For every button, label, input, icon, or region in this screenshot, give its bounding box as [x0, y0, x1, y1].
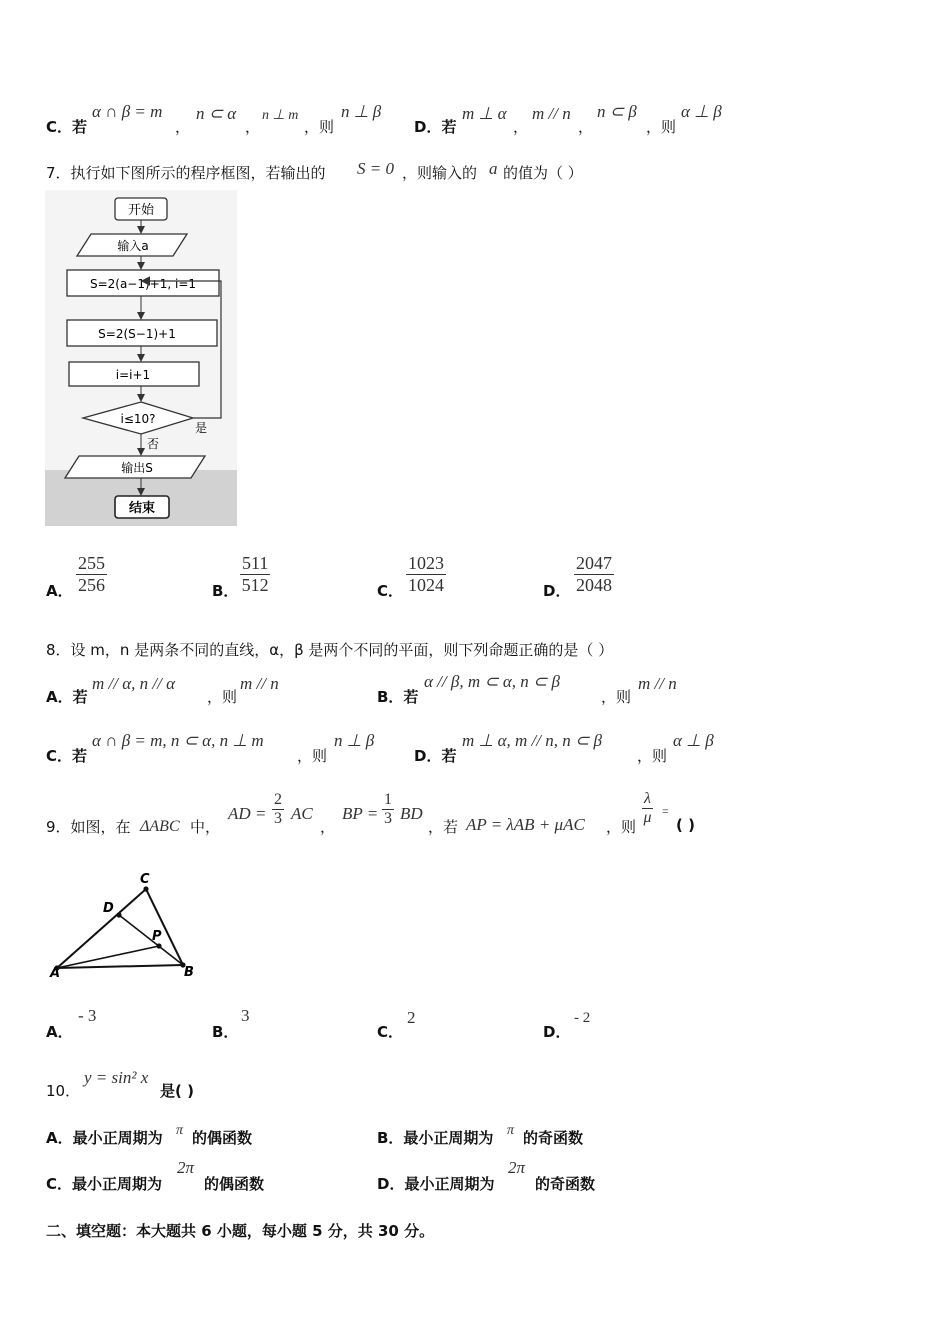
- label-a: A: [50, 966, 61, 981]
- segment-ab: [57, 965, 183, 968]
- q7-option-b-value: [240, 553, 270, 595]
- q9-option-b-label: B．: [212, 1023, 239, 1041]
- q7-option-a-den: 256: [78, 574, 105, 595]
- q9-if: ，若: [428, 818, 459, 836]
- label-c: C: [140, 872, 150, 887]
- q9-bp-frac: [382, 791, 394, 829]
- q8-c-conclusion: n ⊥ β: [334, 731, 375, 750]
- q6-d-sep1: ，: [513, 118, 529, 136]
- q10-a-tail: 的偶函数: [192, 1129, 253, 1147]
- point-c: [143, 886, 148, 891]
- q8-b-formula: α // β, m ⊂ α, n ⊂ β: [424, 672, 560, 691]
- q8-a-label: A．若: [46, 688, 88, 706]
- q6-c-sep2: ，: [245, 118, 261, 136]
- q10-d-label: D．最小正周期为: [377, 1175, 495, 1193]
- q9-stem-prefix: 9．如图，在: [46, 818, 131, 836]
- flow-end-text: 结束: [128, 501, 156, 516]
- q9-then: ，则: [606, 818, 637, 836]
- q8-b-label: B．若: [377, 688, 419, 706]
- q9-ad: AD =: [228, 804, 267, 823]
- q7-flowchart: [45, 190, 237, 526]
- q7-option-a-label: A．: [46, 582, 73, 600]
- q10-d-symbol: 2π: [508, 1158, 526, 1177]
- q6-c-n-in-a: n ⊂ α: [196, 104, 237, 123]
- q9-sep: ，: [320, 818, 336, 836]
- q10-a-label: A．最小正周期为: [46, 1129, 163, 1147]
- q7-option-c-value: [406, 553, 446, 595]
- q10-b-symbol: π: [507, 1123, 515, 1138]
- q7-stem-a: a: [489, 159, 498, 178]
- label-d: D: [103, 901, 114, 916]
- q9-option-d-label: D．: [543, 1023, 571, 1041]
- q7-option-b-den: 512: [241, 574, 269, 595]
- q7-option-b-label: B．: [212, 582, 239, 600]
- q6-c-label: C．若: [46, 118, 88, 136]
- q6-c-sep1: ，: [175, 118, 191, 136]
- q9-ratio: [642, 790, 653, 828]
- q9-triangle-figure: [45, 866, 205, 982]
- q9-bp-den: 3: [384, 810, 392, 828]
- flow-cond-text: i≤10?: [120, 412, 156, 426]
- flow-incr-text: i=i+1: [115, 368, 151, 382]
- q6-d-then: ，则: [646, 118, 677, 136]
- section-2-heading: 二、填空题：本大题共 6 小题，每小题 5 分，共 30 分。: [46, 1222, 435, 1240]
- q7-option-d-num: 2047: [576, 553, 612, 573]
- q8-b-then: ，则: [601, 688, 632, 706]
- q10-c-label: C．最小正周期为: [46, 1175, 163, 1193]
- q7-stem-s: S = 0: [357, 159, 394, 178]
- q10-num: 10．: [46, 1082, 81, 1100]
- q7-stem-suffix: 的值为（ ）: [503, 164, 583, 182]
- q10-c-symbol: 2π: [177, 1158, 195, 1177]
- q6-d-conclusion: α ⊥ β: [681, 102, 722, 121]
- flow-input-text: 输入a: [117, 239, 149, 253]
- q8-d-formula: m ⊥ α, m // n, n ⊂ β: [462, 731, 602, 750]
- q9-triangle: ΔABC: [140, 818, 180, 835]
- q7-stem-mid: ，则输入的: [402, 164, 478, 182]
- q9-option-c-label: C．: [377, 1023, 404, 1041]
- q8-d-label: D．若: [414, 747, 457, 765]
- flow-yes-label: 是: [195, 421, 208, 435]
- q7-option-a-value: [76, 553, 107, 595]
- q8-b-conclusion: m // n: [638, 674, 677, 693]
- q8-d-conclusion: α ⊥ β: [673, 731, 714, 750]
- q6-d-label: D．若: [414, 118, 457, 136]
- q8-a-then: ，则: [207, 688, 238, 706]
- q8-d-then: ，则: [637, 747, 668, 765]
- q10-c-tail: 的偶函数: [204, 1175, 265, 1193]
- q10-a-symbol: π: [176, 1123, 184, 1138]
- q6-c-then: ，则: [304, 118, 335, 136]
- q8-c-then: ，则: [297, 747, 328, 765]
- q7-stem-prefix: 7．执行如下图所示的程序框图，若输出的: [46, 164, 326, 182]
- q9-bp: BP =: [342, 804, 379, 823]
- flow-no-label: 否: [147, 437, 160, 451]
- q7-option-b-num: 511: [242, 553, 269, 573]
- q8-c-formula: α ∩ β = m, n ⊂ α, n ⊥ m: [92, 731, 264, 750]
- label-b: B: [184, 965, 194, 980]
- q9-bp-tail: BD: [400, 804, 423, 823]
- q8-stem: 8．设 m，n 是两条不同的直线，α，β 是两个不同的平面，则下列命题正确的是（ ）: [46, 641, 614, 659]
- q9-in: 中，: [190, 818, 221, 836]
- q10-formula: y = sin² x: [84, 1068, 149, 1087]
- q9-ad-tail: AC: [291, 804, 313, 823]
- segment-cb: [146, 889, 183, 965]
- flow-update-text: S=2(S−1)+1: [98, 327, 176, 341]
- label-p: P: [152, 929, 162, 944]
- q6-c-conclusion: n ⊥ β: [341, 102, 382, 121]
- q8-c-label: C．若: [46, 747, 88, 765]
- q8-a-conclusion: m // n: [240, 674, 279, 693]
- q9-ap: AP = λAB + μAC: [466, 815, 585, 834]
- q9-option-a-value: - 3: [78, 1006, 97, 1025]
- q6-d-sep2: ，: [578, 118, 594, 136]
- segment-db: [119, 915, 183, 965]
- q9-paren: ( ): [676, 816, 695, 834]
- q9-option-c-value: 2: [407, 1008, 416, 1027]
- segment-ac: [57, 889, 146, 968]
- flow-output-text: 输出S: [121, 461, 153, 475]
- q9-ad-den: 3: [274, 810, 282, 828]
- q9-ratio-num: λ: [642, 790, 653, 809]
- q7-option-d-den: 2048: [576, 574, 612, 595]
- q6-c-n-perp-m: n ⊥ m: [262, 108, 299, 123]
- q7-option-c-den: 1024: [408, 574, 444, 595]
- q9-ratio-den: μ: [643, 809, 652, 827]
- q7-option-c-num: 1023: [408, 553, 444, 573]
- q7-option-c-label: C．: [377, 582, 404, 600]
- q7-option-d-label: D．: [543, 582, 571, 600]
- q6-c-formula: α ∩ β = m: [92, 102, 163, 121]
- q6-d-n-in-b: n ⊂ β: [597, 102, 637, 121]
- q7-option-d-value: [574, 553, 614, 595]
- point-d: [116, 912, 121, 917]
- point-p: [156, 943, 161, 948]
- q9-option-b-value: 3: [241, 1006, 250, 1025]
- q9-bp-num: 1: [382, 791, 394, 810]
- q9-option-d-value: - 2: [574, 1010, 591, 1026]
- q9-ad-num: 2: [272, 791, 284, 810]
- q8-a-formula: m // α, n // α: [92, 674, 176, 693]
- q9-option-a-label: A．: [46, 1023, 73, 1041]
- segment-ap: [57, 946, 159, 968]
- q6-d-m-par-n: m // n: [532, 104, 571, 123]
- q10-tail: 是( ): [160, 1082, 194, 1100]
- q6-d-formula: m ⊥ α: [462, 104, 507, 123]
- q9-ad-frac: [272, 791, 284, 829]
- flow-start-text: 开始: [127, 203, 155, 218]
- q10-d-tail: 的奇函数: [535, 1175, 596, 1193]
- q10-b-label: B．最小正周期为: [377, 1129, 494, 1147]
- flow-init-text: S=2(a−1)+1, i=1: [89, 277, 197, 291]
- q7-option-a-num: 255: [78, 553, 105, 573]
- q10-b-tail: 的奇函数: [523, 1129, 584, 1147]
- q9-eq: =: [662, 804, 669, 818]
